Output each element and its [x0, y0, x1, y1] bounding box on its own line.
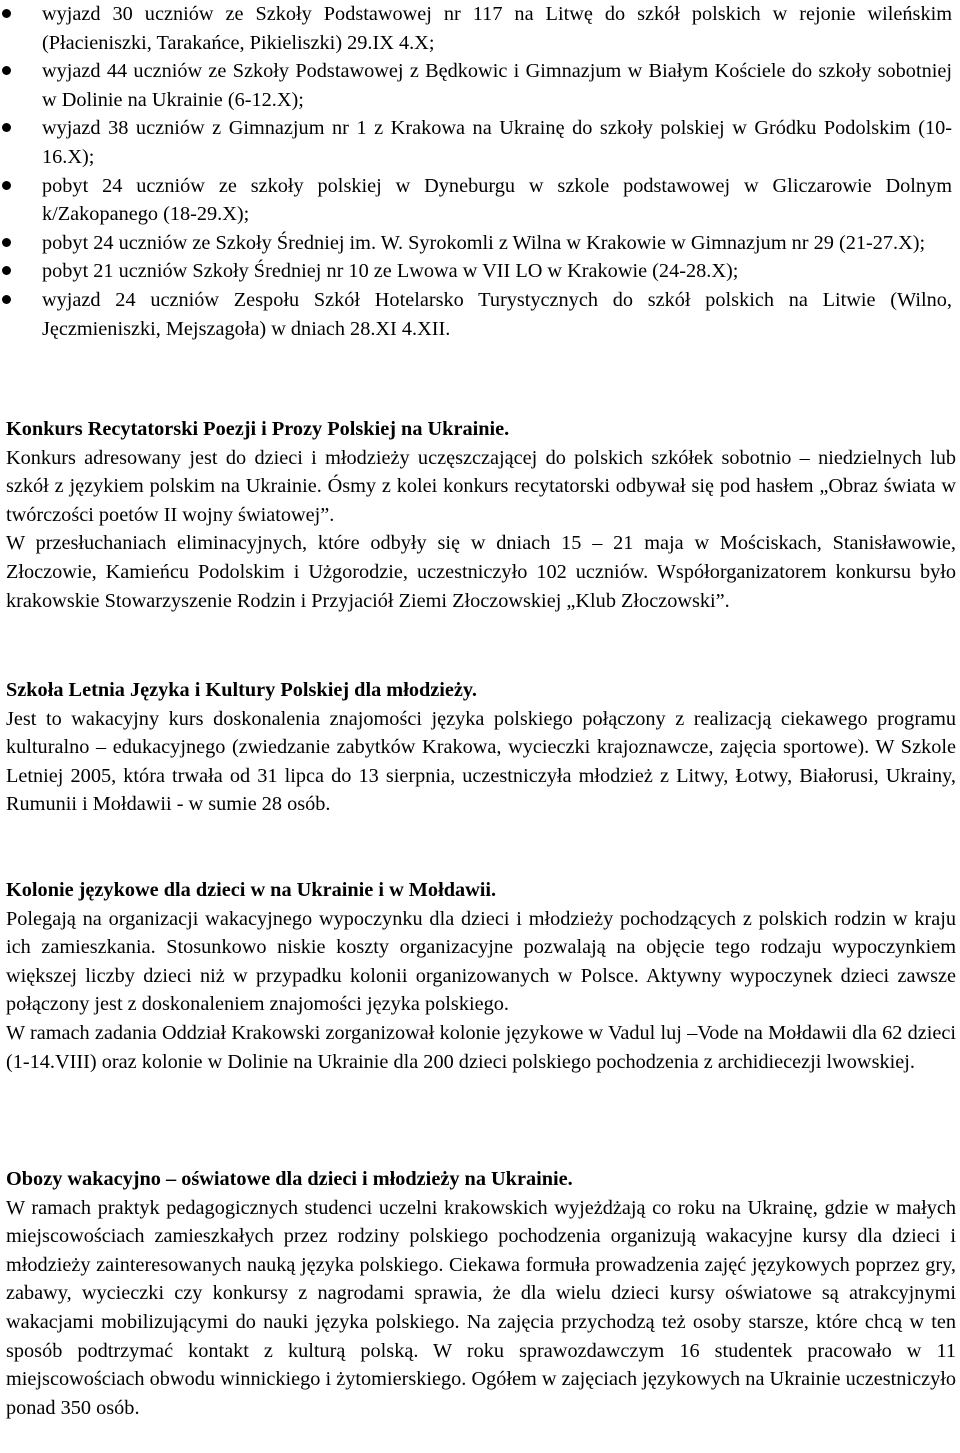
list-item: wyjazd 38 uczniów z Gimnazjum nr 1 z Krakowa na Ukrainę do szkoły polskiej w Gródku Podolskim (10-16.X);: [0, 114, 952, 171]
list-item: wyjazd 24 uczniów Zespołu Szkół Hotelarsko Turystycznych do szkół polskich na Litwie (Wilno, Jęczmieniszki, Mejszagoła) w dniach 28.XI 4.XII.: [0, 286, 952, 343]
list-item: pobyt 24 uczniów ze Szkoły Średniej im. W. Syrokomli z Wilna w Krakowie w Gimnazjum nr 29 (21-27.X);: [0, 229, 952, 258]
section-kolonie: [6, 876, 956, 1076]
paragraph: W przesłuchaniach eliminacyjnych, które odbyły się w dniach 15 – 21 maja w Mościskach, Stanisławowie, Złoczowie, Kamieńcu Podolskim i Użgorodzie, uczestniczyło 102 uczniów. Współorganizatorem konkursu było krakowskie Stowarzyszenie Rodzin i Przyjaciół Ziemi Złoczowskiej „Klub Złoczowski”.: [6, 532, 956, 612]
section-heading: Kolonie językowe dla dzieci w na Ukrainie i w Mołdawii.: [6, 879, 497, 901]
section-heading: Szkoła Letnia Języka i Kultury Polskiej dla młodzieży.: [6, 679, 477, 701]
list-item: wyjazd 30 uczniów ze Szkoły Podstawowej nr 117 na Litwę do szkół polskich w rejonie wileńskim (Płacieniszki, Tarakańce, Pikieliszki) 29.IX 4.X;: [0, 0, 952, 57]
paragraph: Polegają na organizacji wakacyjnego wypoczynku dla dzieci i młodzieży pochodzących z polskich rodzin w kraju ich zamieszkania. Stosunkowo niskie koszty organizacyjne pozwalają na objęcie tego rodzaju wypoczynkiem większej liczby dzieci niż w przypadku kolonii organizowanych w Polsce. Aktywny wypoczynek dzieci zawsze połączony jest z doskonaleniem znajomości języka polskiego.: [6, 907, 956, 1016]
section-szkola-letnia: [6, 676, 956, 819]
list-item: wyjazd 44 uczniów ze Szkoły Podstawowej z Będkowic i Gimnazjum w Białym Kościele do szkoły sobotniej w Dolinie na Ukrainie (6-12.X);: [0, 57, 952, 114]
section-heading: Konkurs Recytatorski Poezji i Prozy Polskiej na Ukrainie.: [6, 418, 510, 440]
section-heading: Obozy wakacyjno – oświatowe dla dzieci i młodzieży na Ukrainie.: [6, 1168, 573, 1190]
paragraph: W ramach praktyk pedagogicznych studenci uczelni krakowskich wyjeżdżają co roku na Ukrainę, gdzie w małych miejscowościach zamieszkałych przez rodziny polskiego pochodzenia organizują wakacyjne kursy dla dzieci i młodzieży zainteresowanych nauką języka polskiego. Ciekawa formuła prowadzenia zajęć językowych poprzez gry, zabawy, wycieczki czy konkursy z nagrodami sprawia, że dla wielu dzieci kursy oświatowe są atrakcyjnymi wakacjami mobilizującymi do nauki języka polskiego. Na zajęcia przychodzą też osoby starsze, które chcą w ten sposób podtrzymać kontakt z kulturą polską. W roku sprawozdawczym 16 studentek pracowało w 11 miejscowościach obwodu winnickiego i żytomierskiego. Ogółem w zajęciach językowych na Ukrainie uczestniczyło ponad 350 osób.: [6, 1196, 956, 1419]
list-item: pobyt 21 uczniów Szkoły Średniej nr 10 ze Lwowa w VII LO w Krakowie (24-28.X);: [0, 257, 952, 286]
paragraph: Jest to wakacyjny kurs doskonalenia znajomości języka polskiego połączony z realizacją ciekawego programu kulturalno – edukacyjnego (zwiedzanie zabytków Krakowa, wycieczki krajoznawcze, zajęcia sportowe). W Szkole Letniej 2005, która trwała od 31 lipca do 13 sierpnia, uczestniczyła młodzież z Litwy, Łotwy, Białorusi, Ukrainy, Rumunii i Mołdawii - w sumie 28 osób.: [6, 707, 956, 816]
paragraph: Konkurs adresowany jest do dzieci i młodzieży uczęszczającej do polskich szkółek sobotnio – niedzielnych lub szkół z językiem polskim na Ukrainie. Ósmy z kolei konkurs recytatorski odbywał się pod hasłem „Obraz świata w twórczości poetów II wojny światowej”.: [6, 446, 956, 526]
section-obozy: [6, 1165, 956, 1422]
trip-list: [0, 0, 960, 343]
list-item: pobyt 24 uczniów ze szkoły polskiej w Dyneburgu w szkole podstawowej w Gliczarowie Dolnym k/Zakopanego (18-29.X);: [0, 172, 952, 229]
paragraph: W ramach zadania Oddział Krakowski zorganizował kolonie językowe w Vadul luj –Vode na Mołdawii dla 62 dzieci (1-14.VIII) oraz kolonie w Dolinie na Ukrainie dla 200 dzieci polskiego pochodzenia z archidiecezji lwowskiej.: [6, 1021, 956, 1073]
section-konkurs: [6, 415, 956, 615]
